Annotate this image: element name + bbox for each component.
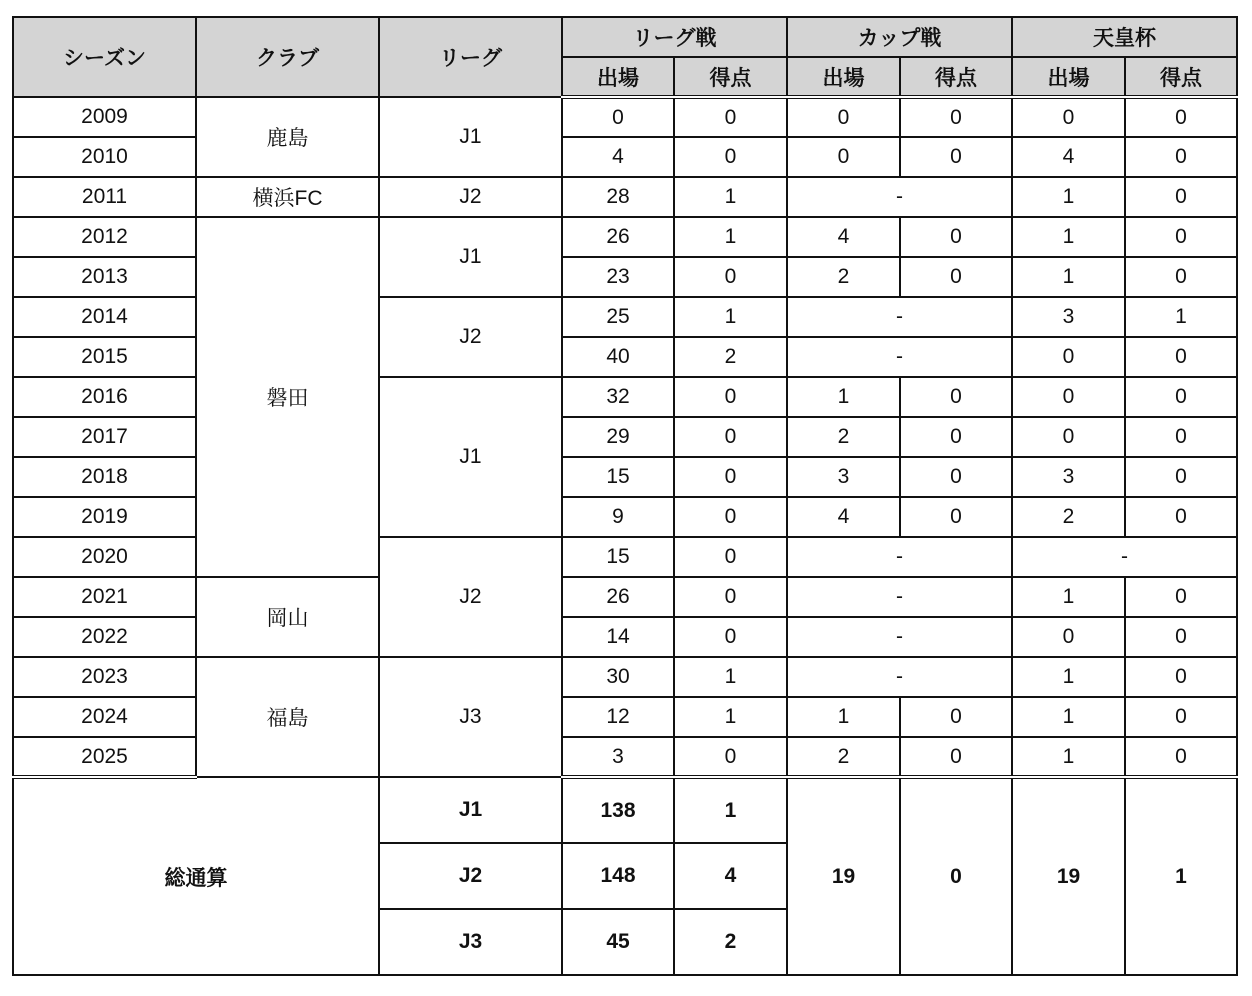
header-league-games: リーグ戦: [562, 17, 787, 57]
ec-goals: 0: [1125, 737, 1237, 777]
ec-apps: 1: [1012, 737, 1125, 777]
league-apps: 28: [562, 177, 674, 217]
header-cup-goals: 得点: [900, 57, 1012, 97]
totals-league-apps: 45: [562, 909, 674, 975]
cup-none: -: [787, 657, 1012, 697]
ec-goals: 0: [1125, 337, 1237, 377]
table-row: [13, 657, 1237, 697]
ec-apps: 1: [1012, 577, 1125, 617]
cup-goals: 0: [900, 137, 1012, 177]
ec-goals: 0: [1125, 657, 1237, 697]
cup-apps: 3: [787, 457, 900, 497]
totals-cup-apps: 19: [787, 777, 900, 975]
league-cell: J3: [379, 657, 562, 777]
season-year: 2020: [13, 537, 196, 577]
cup-none: -: [787, 617, 1012, 657]
season-year: 2023: [13, 657, 196, 697]
ec-goals: 0: [1125, 257, 1237, 297]
cup-goals: 0: [900, 417, 1012, 457]
ec-apps: 3: [1012, 457, 1125, 497]
league-goals: 0: [674, 537, 787, 577]
cup-apps: 4: [787, 497, 900, 537]
ec-goals: 0: [1125, 177, 1237, 217]
ec-apps: 1: [1012, 657, 1125, 697]
header-league-goals: 得点: [674, 57, 787, 97]
cup-apps: 0: [787, 137, 900, 177]
ec-goals: 0: [1125, 97, 1237, 137]
season-year: 2009: [13, 97, 196, 137]
league-cell: J1: [379, 97, 562, 177]
league-apps: 15: [562, 457, 674, 497]
cup-apps: 2: [787, 257, 900, 297]
totals-league: J2: [379, 843, 562, 909]
cup-goals: 0: [900, 377, 1012, 417]
cup-none: -: [787, 537, 1012, 577]
league-apps: 14: [562, 617, 674, 657]
header-ec-goals: 得点: [1125, 57, 1237, 97]
cup-goals: 0: [900, 217, 1012, 257]
season-year: 2025: [13, 737, 196, 777]
totals-league-goals: 1: [674, 777, 787, 843]
league-apps: 12: [562, 697, 674, 737]
cup-goals: 0: [900, 97, 1012, 137]
table-row: [13, 577, 1237, 617]
club-cell: 鹿島: [196, 97, 379, 177]
totals-league-goals: 2: [674, 909, 787, 975]
cup-goals: 0: [900, 497, 1012, 537]
ec-goals: 0: [1125, 697, 1237, 737]
cup-apps: 1: [787, 377, 900, 417]
cup-apps: 2: [787, 737, 900, 777]
league-goals: 1: [674, 217, 787, 257]
league-apps: 26: [562, 217, 674, 257]
ec-apps: 1: [1012, 217, 1125, 257]
ec-apps: 4: [1012, 137, 1125, 177]
header-cup: カップ戦: [787, 17, 1012, 57]
cup-none: -: [787, 337, 1012, 377]
league-apps: 4: [562, 137, 674, 177]
header-league: リーグ: [379, 17, 562, 97]
league-cell: J2: [379, 537, 562, 657]
cup-goals: 0: [900, 457, 1012, 497]
table-row: [13, 177, 1237, 217]
league-apps: 29: [562, 417, 674, 457]
ec-goals: 0: [1125, 497, 1237, 537]
header-cup-apps: 出場: [787, 57, 900, 97]
totals-league-apps: 148: [562, 843, 674, 909]
ec-goals: 0: [1125, 417, 1237, 457]
league-goals: 0: [674, 497, 787, 537]
ec-goals: 0: [1125, 457, 1237, 497]
season-year: 2013: [13, 257, 196, 297]
league-apps: 25: [562, 297, 674, 337]
season-year: 2019: [13, 497, 196, 537]
season-year: 2016: [13, 377, 196, 417]
header-ec-apps: 出場: [1012, 57, 1125, 97]
league-goals: 0: [674, 577, 787, 617]
league-goals: 2: [674, 337, 787, 377]
league-goals: 1: [674, 177, 787, 217]
league-apps: 32: [562, 377, 674, 417]
season-year: 2015: [13, 337, 196, 377]
cup-goals: 0: [900, 737, 1012, 777]
ec-apps: 2: [1012, 497, 1125, 537]
ec-apps: 0: [1012, 617, 1125, 657]
league-cell: J2: [379, 297, 562, 377]
club-cell: 福島: [196, 657, 379, 777]
totals-league: J3: [379, 909, 562, 975]
season-year: 2022: [13, 617, 196, 657]
totals-league-goals: 4: [674, 843, 787, 909]
header-club: クラブ: [196, 17, 379, 97]
ec-apps: 0: [1012, 97, 1125, 137]
league-goals: 0: [674, 457, 787, 497]
header-league-apps: 出場: [562, 57, 674, 97]
totals-label: 総通算: [13, 777, 379, 975]
ec-apps: 1: [1012, 257, 1125, 297]
cup-none: -: [787, 177, 1012, 217]
cup-goals: 0: [900, 697, 1012, 737]
league-apps: 40: [562, 337, 674, 377]
cup-goals: 0: [900, 257, 1012, 297]
league-goals: 0: [674, 737, 787, 777]
league-goals: 0: [674, 137, 787, 177]
league-goals: 1: [674, 697, 787, 737]
league-cell: J1: [379, 217, 562, 297]
season-year: 2010: [13, 137, 196, 177]
season-year: 2018: [13, 457, 196, 497]
league-goals: 0: [674, 97, 787, 137]
totals-row: [13, 777, 1237, 843]
totals-ec-goals: 1: [1125, 777, 1237, 975]
ec-none: -: [1012, 537, 1237, 577]
cup-apps: 2: [787, 417, 900, 457]
club-cell: 横浜FC: [196, 177, 379, 217]
season-year: 2017: [13, 417, 196, 457]
ec-apps: 1: [1012, 697, 1125, 737]
league-cell: J1: [379, 377, 562, 537]
table-row: [13, 217, 1237, 257]
totals-cup-goals: 0: [900, 777, 1012, 975]
league-apps: 26: [562, 577, 674, 617]
table-row: [13, 97, 1237, 137]
ec-goals: 0: [1125, 577, 1237, 617]
ec-goals: 1: [1125, 297, 1237, 337]
league-apps: 0: [562, 97, 674, 137]
league-apps: 9: [562, 497, 674, 537]
ec-apps: 0: [1012, 377, 1125, 417]
ec-apps: 0: [1012, 337, 1125, 377]
totals-ec-apps: 19: [1012, 777, 1125, 975]
cup-none: -: [787, 297, 1012, 337]
ec-goals: 0: [1125, 137, 1237, 177]
season-year: 2011: [13, 177, 196, 217]
league-apps: 3: [562, 737, 674, 777]
league-goals: 0: [674, 417, 787, 457]
season-year: 2024: [13, 697, 196, 737]
club-cell: 磐田: [196, 217, 379, 577]
ec-goals: 0: [1125, 217, 1237, 257]
header-emperors-cup: 天皇杯: [1012, 17, 1237, 57]
totals-league: J1: [379, 777, 562, 843]
totals-league-apps: 138: [562, 777, 674, 843]
league-cell: J2: [379, 177, 562, 217]
league-apps: 30: [562, 657, 674, 697]
cup-apps: 4: [787, 217, 900, 257]
league-goals: 1: [674, 297, 787, 337]
ec-apps: 3: [1012, 297, 1125, 337]
ec-apps: 1: [1012, 177, 1125, 217]
league-apps: 15: [562, 537, 674, 577]
cup-apps: 0: [787, 97, 900, 137]
cup-none: -: [787, 577, 1012, 617]
season-year: 2014: [13, 297, 196, 337]
league-goals: 0: [674, 377, 787, 417]
header-season: シーズン: [13, 17, 196, 97]
cup-apps: 1: [787, 697, 900, 737]
club-cell: 岡山: [196, 577, 379, 657]
career-stats-table: [12, 16, 1238, 976]
league-apps: 23: [562, 257, 674, 297]
league-goals: 0: [674, 257, 787, 297]
ec-goals: 0: [1125, 377, 1237, 417]
league-goals: 0: [674, 617, 787, 657]
season-year: 2021: [13, 577, 196, 617]
ec-apps: 0: [1012, 417, 1125, 457]
league-goals: 1: [674, 657, 787, 697]
ec-goals: 0: [1125, 617, 1237, 657]
season-year: 2012: [13, 217, 196, 257]
